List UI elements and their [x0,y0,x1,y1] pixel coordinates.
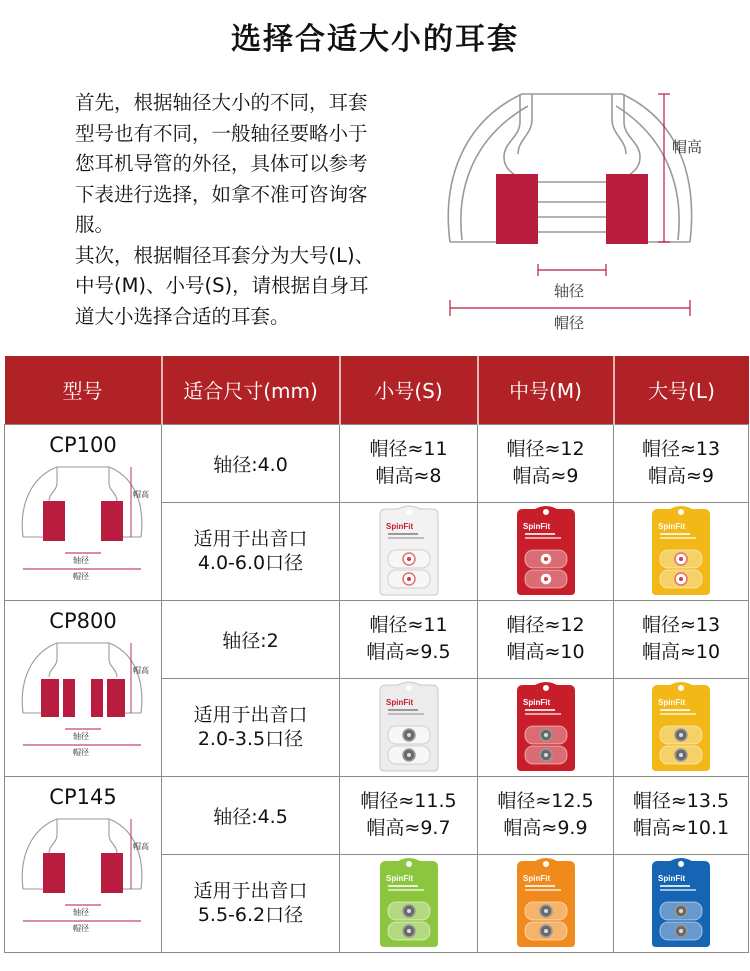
size-large-cell [614,424,749,502]
eartip-diagram [432,82,712,342]
cap-label: 帽径 [554,315,585,332]
size-medium-cell [478,776,614,854]
cap-diameter: 帽径≈12.5 [497,790,594,812]
package-card [646,681,716,773]
package-large-cell [614,854,749,952]
cap-height: 帽高≈9 [512,465,579,487]
size-small-cell [340,776,478,854]
cap-diameter: 帽径≈13.5 [632,790,730,812]
intro-text [75,88,395,332]
fit-cell [162,854,340,952]
fit-line: 适用于出音口 [193,528,308,550]
axis-label: 轴径 [73,907,89,917]
cap-diameter: 帽径≈11 [369,614,448,636]
height-label: 帽高 [672,139,703,156]
intro-line: 您耳机导管的外径，具体可以参考 [75,152,368,175]
cap-height: 帽高≈10.1 [632,817,730,839]
table-row [5,424,749,502]
cap-label: 帽径 [73,923,89,933]
model-name: CP800 [49,608,117,633]
size-large-cell [614,600,749,678]
package-card [374,857,444,949]
intro-line: 首先，根据轴径大小的不同，耳套 [75,91,368,114]
axis-cell: 轴径:2 [162,600,340,678]
model-cell [5,776,162,952]
intro-line: 下表进行选择，如拿不准可咨询客 [75,182,368,206]
cap-diameter: 帽径≈11 [369,438,448,460]
cap-height: 帽高≈9.5 [366,641,451,663]
intro-line: 服。 [75,213,115,236]
size-medium-cell [478,424,614,502]
cap-label: 帽径 [73,747,89,757]
cap-height: 帽高≈9 [647,465,714,487]
brand-logo: SpinFit [522,874,550,883]
header-model: 型号 [5,356,162,424]
header-small: 小号(S) [340,356,478,424]
core-left [496,174,538,244]
eartip-thumbnail [13,637,153,757]
package-card [511,857,581,949]
brand-logo: SpinFit [522,698,550,707]
axis-label: 轴径 [73,731,89,741]
brand-logo: SpinFit [658,698,686,707]
package-large-cell [614,678,749,776]
cap-diameter: 帽径≈13 [641,438,721,460]
fit-line: 适用于出音口 [193,704,308,726]
brand-logo: SpinFit [385,874,413,883]
package-card [511,681,581,773]
cap-height: 帽高≈10 [506,641,585,663]
package-medium-cell [478,502,614,600]
package-small-cell [340,854,478,952]
size-small-cell [340,600,478,678]
fit-line: 2.0-3.5口径 [197,728,304,750]
intro-line: 其次，根据帽径耳套分为大号(L)、 [75,243,375,267]
size-medium-cell [478,600,614,678]
model-name: CP100 [49,432,117,457]
header-medium: 中号(M) [478,356,614,424]
fit-cell [162,502,340,600]
cap-label: 帽径 [73,571,89,581]
axis-cell: 轴径:4.0 [162,424,340,502]
header-large: 大号(L) [614,356,749,424]
fit-cell [162,678,340,776]
brand-logo: SpinFit [522,522,550,531]
cap-height: 帽高≈8 [375,465,442,487]
table-row [5,600,749,678]
package-card [374,505,444,597]
brand-logo: SpinFit [385,522,413,531]
package-card [646,505,716,597]
model-cell [5,600,162,776]
eartip-thumbnail [13,813,153,933]
size-large-cell [614,776,749,854]
brand-logo: SpinFit [385,698,413,707]
size-table [4,356,749,953]
size-small-cell [340,424,478,502]
table-header [5,356,749,424]
cap-height: 帽高≈9.7 [366,817,451,839]
package-medium-cell [478,854,614,952]
page-title: 选择合适大小的耳套 [231,22,519,57]
package-card [374,681,444,773]
axis-label: 轴径 [554,283,585,300]
cap-height: 帽高≈10 [641,641,721,663]
fit-line: 适用于出音口 [193,880,308,902]
cap-diameter: 帽径≈12 [506,438,585,460]
cap-height: 帽高≈9.9 [503,817,588,839]
package-card [511,505,581,597]
fit-line: 5.5-6.2口径 [197,904,304,926]
brand-logo: SpinFit [658,522,686,531]
axis-label: 轴径 [73,555,89,565]
header-fit-size: 适合尺寸(mm) [162,356,340,424]
brand-logo: SpinFit [658,874,686,883]
package-small-cell [340,678,478,776]
core-right [606,174,648,244]
package-large-cell [614,502,749,600]
intro-line: 型号也有不同，一般轴径要略小于 [75,121,368,145]
intro-line: 道大小选择合适的耳套。 [75,304,290,328]
height-label: 帽高 [133,665,149,675]
axis-cell: 轴径:4.5 [162,776,340,854]
height-label: 帽高 [133,489,149,499]
table-row [5,776,749,854]
cap-diameter: 帽径≈12 [506,614,585,636]
height-label: 帽高 [133,841,149,851]
cap-diameter: 帽径≈11.5 [360,790,457,812]
model-cell [5,424,162,600]
cap-diameter: 帽径≈13 [641,614,721,636]
package-small-cell [340,502,478,600]
package-card [646,857,716,949]
package-medium-cell [478,678,614,776]
eartip-thumbnail [13,461,153,581]
fit-line: 4.0-6.0口径 [197,552,304,574]
intro-line: 中号(M)、小号(S)，请根据自身耳 [75,274,369,297]
model-name: CP145 [49,784,117,809]
